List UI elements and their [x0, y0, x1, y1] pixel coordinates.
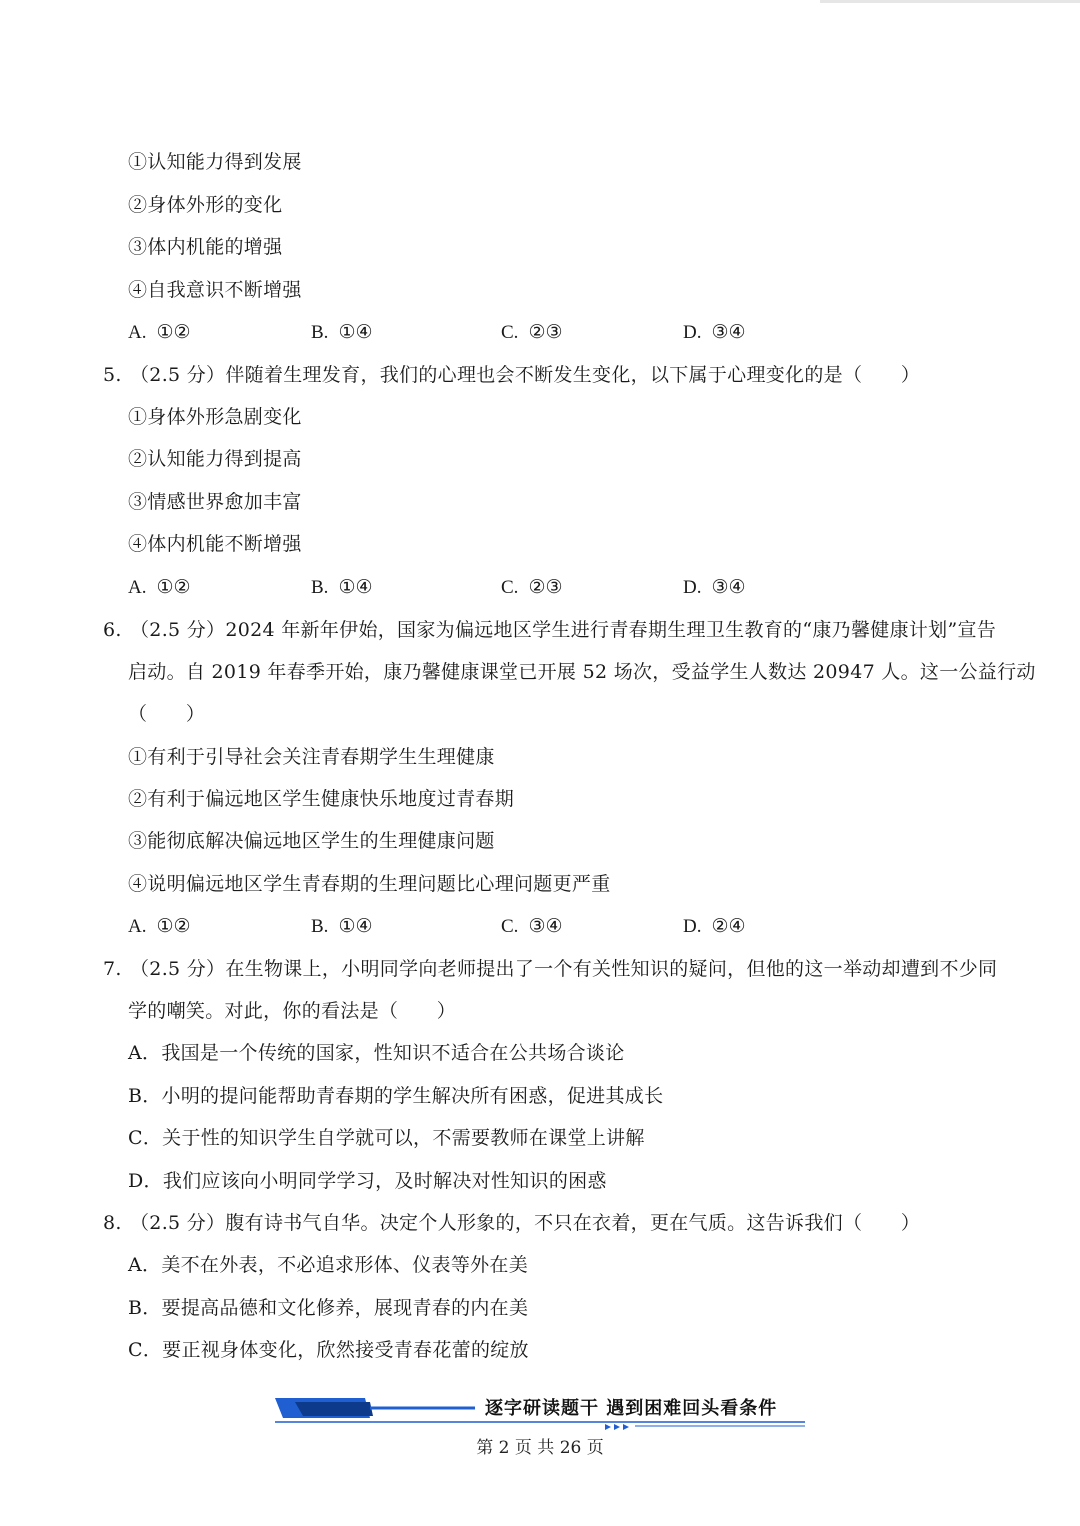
q5-option-b[interactable] [311, 573, 373, 602]
q5-number: 5. [103, 364, 122, 386]
option-letter: B. [311, 322, 329, 343]
q4-option-a[interactable] [128, 318, 191, 347]
scan-edge-mark [820, 0, 1080, 3]
q7-choice-c[interactable]: C．关于性的知识学生自学就可以，不需要教师在课堂上讲解 [128, 1127, 645, 1149]
option-text: ①④ [338, 915, 373, 937]
q6-option-b[interactable] [311, 912, 373, 941]
banner-dark-bar [295, 1402, 373, 1416]
banner-arrow-1 [605, 1424, 611, 1430]
q6-option-c[interactable] [501, 912, 563, 941]
option-text: ①④ [338, 576, 373, 598]
q6-stem-line-2: 启动。自 2019 年春季开始，康乃馨健康课堂已开展 52 场次，受益学生人数达 20947 人。这一公益行动 [128, 661, 1036, 683]
q7-number: 7. [103, 958, 122, 980]
q4-statement-4: ④自我意识不断增强 [128, 279, 302, 301]
option-letter: C. [501, 322, 519, 343]
option-text: ①② [156, 321, 191, 343]
q6-statement-1: ①有利于引导社会关注青春期学生生理健康 [128, 746, 495, 768]
option-letter: D. [683, 916, 702, 937]
q8-choice-b[interactable]: B．要提高品德和文化修养，展现青春的内在美 [128, 1297, 529, 1319]
option-letter: A. [128, 916, 147, 937]
option-text: ③④ [528, 915, 563, 937]
option-letter: D. [683, 577, 702, 598]
q8-stem: （2.5 分）腹有诗书气自华。决定个人形象的，不只在衣着，更在气质。这告诉我们（ ） [130, 1212, 921, 1234]
option-letter: B. [311, 916, 329, 937]
q6-stem-line-3: （ ） [128, 703, 206, 725]
banner-arrow-2 [614, 1424, 620, 1430]
q4-statement-3: ③体内机能的增强 [128, 236, 283, 258]
option-text: ①④ [338, 321, 373, 343]
q6-option-d[interactable] [683, 912, 746, 941]
q5-option-a[interactable] [128, 573, 191, 602]
q8-choice-c[interactable]: C．要正视身体变化，欣然接受青春花蕾的绽放 [128, 1339, 529, 1361]
q6-option-a[interactable] [128, 912, 191, 941]
q7-choice-d[interactable]: D．我们应该向小明同学学习，及时解决对性知识的困惑 [128, 1170, 607, 1192]
footer-banner [275, 1396, 805, 1436]
q5-stem: （2.5 分）伴随着生理发育，我们的心理也会不断发生变化，以下属于心理变化的是（ ） [130, 364, 921, 386]
q7-stem-line-1: （2.5 分）在生物课上，小明同学向老师提出了一个有关性知识的疑问，但他的这一举动却遭到不少同 [130, 958, 998, 980]
q8-number: 8. [103, 1212, 122, 1234]
banner-slogan: 逐字研读题干 遇到困难回头看条件 [485, 1398, 778, 1419]
q4-option-c[interactable] [501, 318, 563, 347]
q4-statement-1: ①认知能力得到发展 [128, 151, 302, 173]
page-number: 第 2 页 共 26 页 [476, 1438, 604, 1458]
option-text: ②③ [528, 576, 563, 598]
q4-option-b[interactable] [311, 318, 373, 347]
option-letter: D. [683, 322, 702, 343]
option-text: ①② [156, 915, 191, 937]
option-letter: A. [128, 322, 147, 343]
banner-arrow-3 [623, 1424, 629, 1430]
q7-choice-b[interactable]: B．小明的提问能帮助青春期的学生解决所有困惑，促进其成长 [128, 1085, 664, 1107]
q4-option-d[interactable] [683, 318, 746, 347]
q5-statement-3: ③情感世界愈加丰富 [128, 491, 302, 513]
q6-stem-line-1: （2.5 分）2024 年新年伊始，国家为偏远地区学生进行青春期生理卫生教育的“康乃馨健康计划”宣告 [130, 619, 997, 641]
q4-statement-2: ②身体外形的变化 [128, 194, 283, 216]
q6-statement-3: ③能彻底解决偏远地区学生的生理健康问题 [128, 830, 495, 852]
q6-statement-2: ②有利于偏远地区学生健康快乐地度过青春期 [128, 788, 515, 810]
option-text: ③④ [711, 576, 746, 598]
q5-option-c[interactable] [501, 573, 563, 602]
option-letter: B. [311, 577, 329, 598]
q5-statement-4: ④体内机能不断增强 [128, 533, 302, 555]
option-text: ②③ [528, 321, 563, 343]
option-text: ②④ [711, 915, 746, 937]
option-letter: C. [501, 577, 519, 598]
option-letter: A. [128, 577, 147, 598]
q6-statement-4: ④说明偏远地区学生青春期的生理问题比心理问题更严重 [128, 873, 611, 895]
q7-choice-a[interactable]: A．我国是一个传统的国家，性知识不适合在公共场合谈论 [128, 1042, 625, 1064]
option-text: ①② [156, 576, 191, 598]
option-letter: C. [501, 916, 519, 937]
q6-number: 6. [103, 619, 122, 641]
q5-statement-2: ②认知能力得到提高 [128, 448, 302, 470]
q8-choice-a[interactable]: A．美不在外表，不必追求形体、仪表等外在美 [128, 1254, 529, 1276]
q7-stem-line-2: 学的嘲笑。对此，你的看法是（ ） [128, 1000, 457, 1022]
q5-option-d[interactable] [683, 573, 746, 602]
q5-statement-1: ①身体外形急剧变化 [128, 406, 302, 428]
option-text: ③④ [711, 321, 746, 343]
